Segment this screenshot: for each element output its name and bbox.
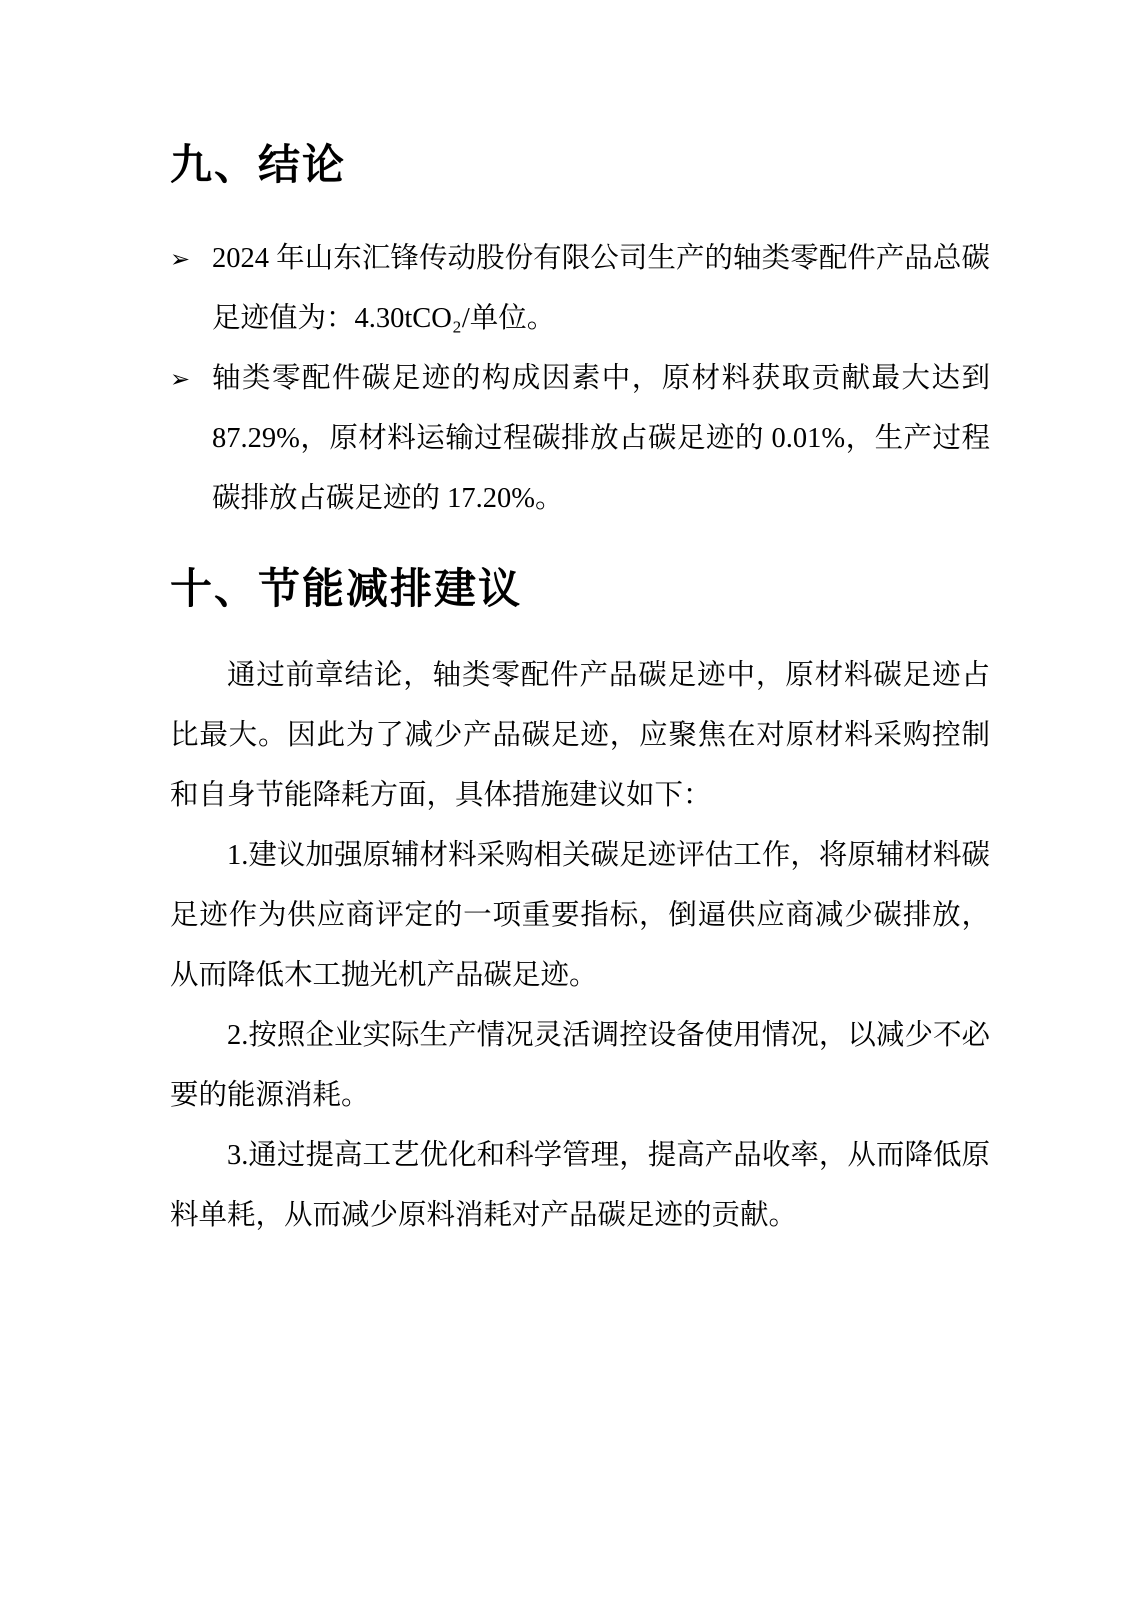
section-10-suggestions-heading: 十、节能减排建议 (170, 567, 523, 613)
arrow-bullet-icon: ➢ (170, 245, 191, 273)
suggestion-item-3: 3.通过提高工艺优化和科学管理，提高产品收率，从而降低原料单耗，从而减少原料消耗对产品碳足迹的贡献。 (170, 1140, 990, 1231)
list-item (170, 229, 990, 349)
section-9-conclusion-heading: 九、结论 (170, 143, 347, 189)
suggestion-item-1: 1.建议加强原辅材料采购相关碳足迹评估工作，将原辅材料碳足迹作为供应商评定的一项重要指标，倒逼供应商减少碳排放，从而降低木工抛光机产品碳足迹。 (170, 840, 990, 991)
suggestion-item-2: 2.按照企业实际生产情况灵活调控设备使用情况，以减少不必要的能源消耗。 (170, 1020, 990, 1111)
list-item (170, 349, 990, 529)
arrow-bullet-icon: ➢ (170, 365, 191, 393)
conclusion-bullet-text-2: 轴类零配件碳足迹的构成因素中，原材料获取贡献最大达到 87.29%，原材料运输过程碳排放占碳足迹的 0.01%，生产过程碳排放占碳足迹的 17.20%。 (212, 363, 990, 514)
conclusion-bullet-list (170, 229, 990, 529)
suggestions-intro-paragraph: 通过前章结论，轴类零配件产品碳足迹中，原材料碳足迹占比最大。因此为了减少产品碳足迹，应聚焦在对原材料采购控制和自身节能降耗方面，具体措施建议如下： (170, 660, 990, 811)
conclusion-bullet-text-1: 2024 年山东汇锋传动股份有限公司生产的轴类零配件产品总碳足迹值为：4.30tCO₂/单位。 (212, 243, 990, 334)
